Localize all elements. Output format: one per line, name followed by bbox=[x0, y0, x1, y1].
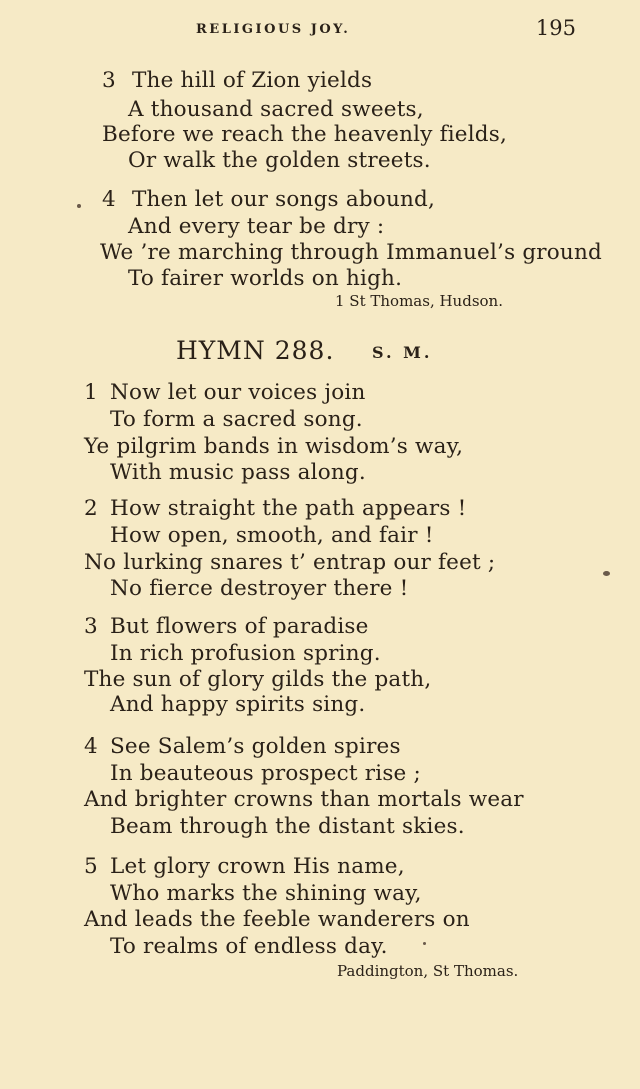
hymn-meter: S. M. bbox=[372, 343, 433, 362]
verse-line: Ye pilgrim bands in wisdom’s way, bbox=[84, 434, 464, 459]
tune-names: 1 St Thomas, Hudson. bbox=[335, 292, 503, 310]
verse-line: And every tear be dry : bbox=[128, 214, 385, 239]
verse-number: 3 bbox=[84, 614, 98, 639]
verse-number: 5 bbox=[84, 854, 98, 879]
verse-line: And brighter crowns than mortals wear bbox=[84, 787, 524, 812]
verse-line: No fierce destroyer there ! bbox=[110, 576, 409, 601]
verse-line: And leads the feeble wanderers on bbox=[84, 907, 470, 932]
page-number: 195 bbox=[535, 16, 576, 40]
verse-number: 4 bbox=[84, 734, 98, 759]
verse-number: 4 bbox=[102, 187, 116, 212]
verse-line: We ’re marching through Immanuel’s ground bbox=[100, 240, 602, 265]
verse-line: How straight the path appears ! bbox=[110, 496, 467, 521]
verse-number: 3 bbox=[102, 68, 116, 93]
verse-line: Or walk the golden streets. bbox=[128, 148, 431, 173]
verse-line: Who marks the shining way, bbox=[110, 881, 422, 906]
ink-speck bbox=[423, 942, 426, 945]
running-head: RELIGIOUS JOY. bbox=[196, 22, 351, 37]
verse-line: But flowers of paradise bbox=[110, 614, 369, 639]
ink-speck bbox=[603, 571, 610, 576]
verse-line: Before we reach the heavenly fields, bbox=[102, 122, 508, 147]
ink-speck bbox=[77, 204, 81, 208]
verse-line: Let glory crown His name, bbox=[110, 854, 405, 879]
verse-line: With music pass along. bbox=[110, 460, 366, 485]
verse-line: A thousand sacred sweets, bbox=[128, 97, 424, 122]
verse-number: 1 bbox=[84, 380, 98, 405]
verse-line: Now let our voices join bbox=[110, 380, 366, 405]
verse-line: In beauteous prospect rise ; bbox=[110, 761, 421, 786]
verse-line: The sun of glory gilds the path, bbox=[84, 667, 432, 692]
verse-line: How open, smooth, and fair ! bbox=[110, 523, 434, 548]
verse-line: To fairer worlds on high. bbox=[128, 266, 403, 291]
tune-names: Paddington, St Thomas. bbox=[337, 962, 519, 980]
verse-line: No lurking snares t’ entrap our feet ; bbox=[84, 550, 496, 575]
verse-line: In rich profusion spring. bbox=[110, 641, 381, 666]
verse-number: 2 bbox=[84, 496, 98, 521]
verse-line: Then let our songs abound, bbox=[132, 187, 436, 212]
verse-line: The hill of Zion yields bbox=[132, 68, 373, 93]
hymn-title: HYMN 288. bbox=[176, 336, 335, 365]
verse-line: To realms of endless day. bbox=[110, 934, 388, 959]
verse-line: Beam through the distant skies. bbox=[110, 814, 465, 839]
verse-line: To form a sacred song. bbox=[110, 407, 363, 432]
verse-line: See Salem’s golden spires bbox=[110, 734, 401, 759]
verse-line: And happy spirits sing. bbox=[110, 692, 366, 717]
